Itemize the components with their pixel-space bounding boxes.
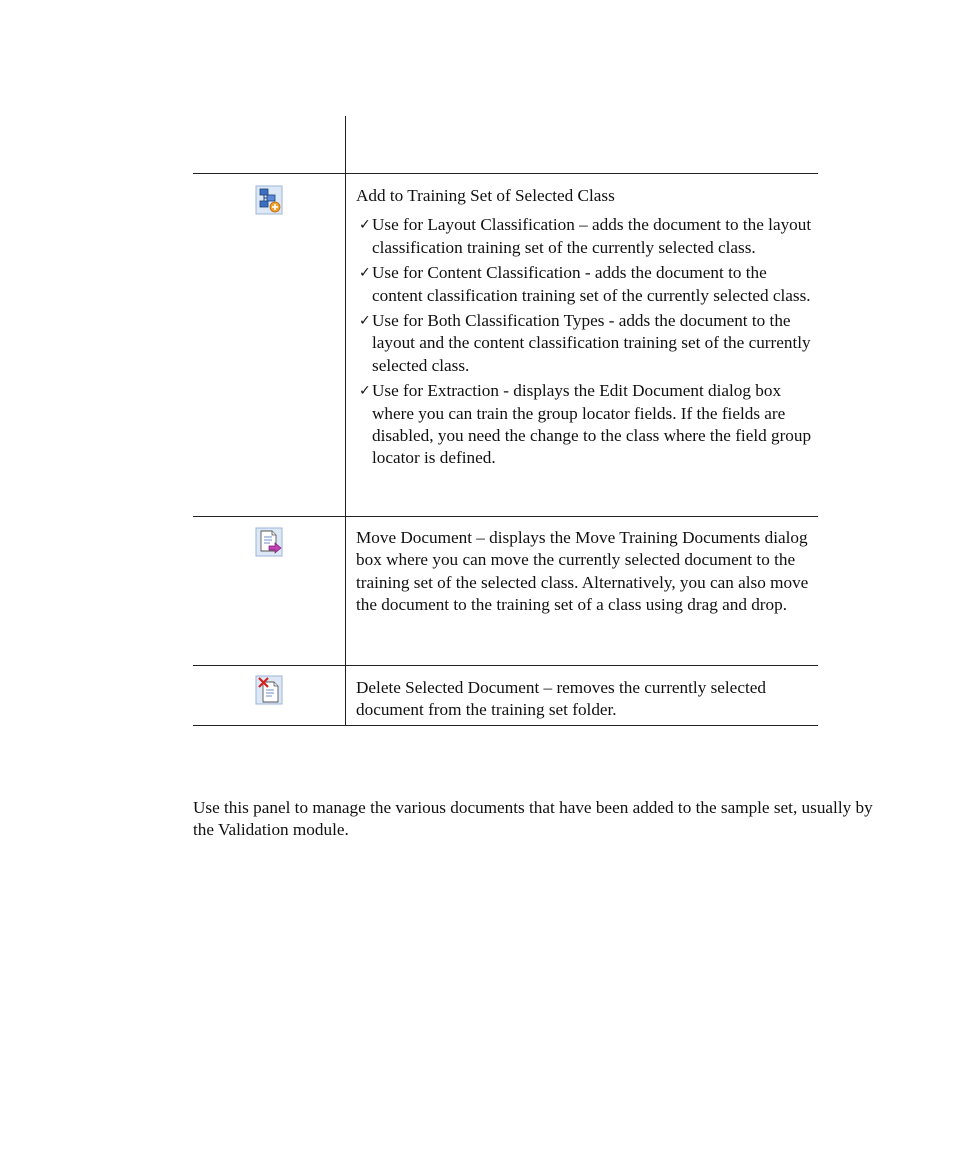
- row-description: Delete Selected Document – removes the currently selected document from the training set folder.: [356, 678, 766, 720]
- table-row-empty: [193, 116, 818, 174]
- icon-cell: [193, 116, 346, 173]
- row-title: Add to Training Set of Selected Class: [356, 186, 615, 205]
- bullet-item: [356, 310, 818, 377]
- icon-cell: [193, 174, 346, 516]
- row-description: Move Document – displays the Move Training Documents dialog box where you can move the currently selected document to the training set of the selected class. Alternatively, you can also move the document to the training set of a class using drag and drop.: [356, 528, 809, 615]
- add-to-training-set-icon: [255, 185, 283, 215]
- bullet-text: Use for Extraction - displays the Edit Document dialog box where you can train the group locator fields. If the fields are disabled, you need the change to the class where the field group locator is defined.: [372, 381, 812, 468]
- bullet-text: Use for Content Classification - adds the document to the content classification training set of the currently selected class.: [372, 263, 811, 305]
- delete-document-icon: [255, 675, 283, 705]
- move-document-icon: [255, 527, 283, 557]
- text-cell: [346, 517, 818, 665]
- table-row: [193, 174, 818, 517]
- check-icon: ✓: [359, 217, 371, 234]
- bullet-text: Use for Layout Classification – adds the document to the layout classification training set of the currently selected class.: [372, 215, 812, 257]
- bullet-item: [356, 214, 818, 259]
- text-cell: [346, 666, 818, 725]
- bullet-item: [356, 380, 818, 470]
- check-icon: ✓: [359, 313, 371, 330]
- bullet-item: [356, 262, 818, 307]
- text-cell: [346, 174, 818, 516]
- table-row: [193, 517, 818, 666]
- bullet-text: Use for Both Classification Types - adds the document to the layout and the content classification training set of the currently selected class.: [372, 311, 811, 375]
- toolbar-buttons-table: [193, 116, 818, 726]
- table-row: [193, 666, 818, 726]
- icon-cell: [193, 666, 346, 725]
- icon-cell: [193, 517, 346, 665]
- text-cell: [346, 116, 818, 173]
- check-icon: ✓: [359, 383, 371, 400]
- check-icon: ✓: [359, 265, 371, 282]
- body-paragraph: Use this panel to manage the various documents that have been added to the sample set, usually by the Validation module.: [193, 798, 873, 840]
